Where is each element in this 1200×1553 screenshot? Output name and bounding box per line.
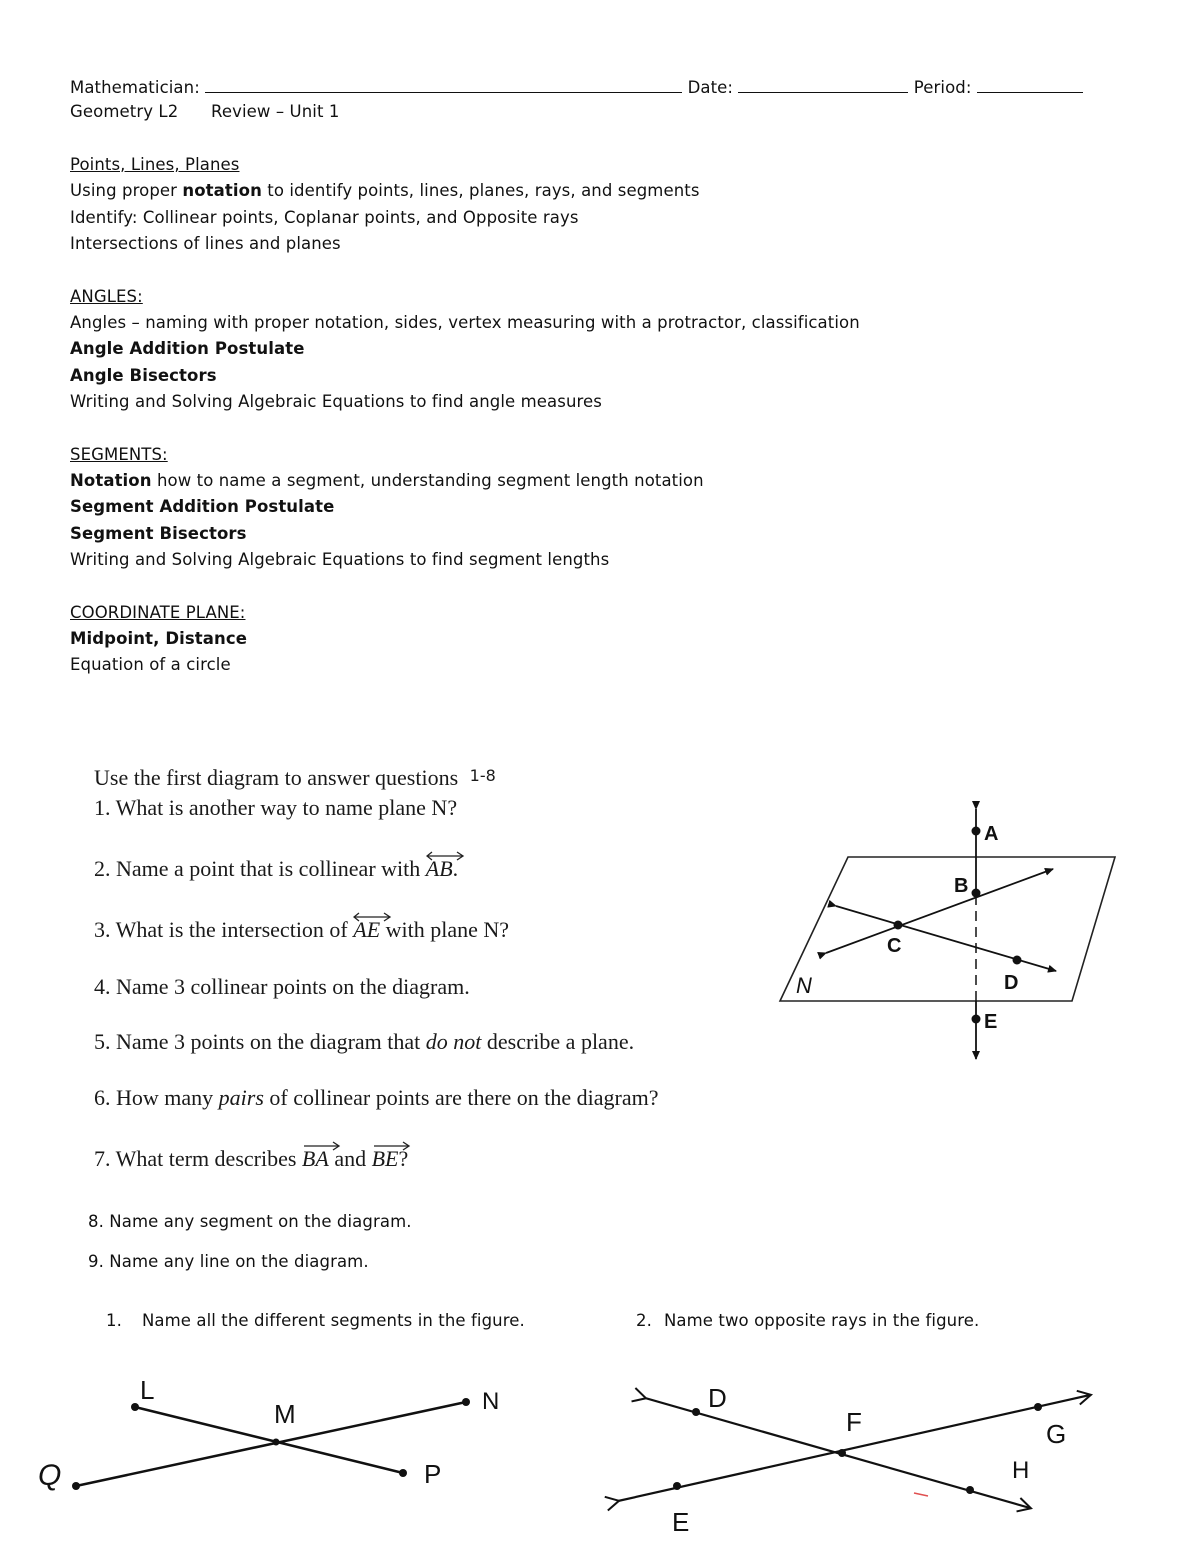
plane-diagram [770,795,1130,1070]
label-a: A [984,823,999,845]
segments-line4: Writing and Solving Algebraic Equations to find segment lengths [70,550,610,569]
label-n: N [482,1388,500,1415]
line-cd [836,906,1056,971]
point-h [966,1486,974,1494]
line-lp [135,1407,403,1473]
header-line [70,76,1083,97]
point-m [273,1439,280,1446]
segments-line2: Segment Addition Postulate [70,497,335,516]
coord-heading: COORDINATE PLANE: [70,603,246,622]
plp-line2: Identify: Collinear points, Coplanar points, and Opposite rays [70,208,579,227]
opposite-rays-figure [600,1365,1120,1550]
angles-line1: Angles – naming with proper notation, sides, vertex measuring with a protractor, classification [70,313,860,332]
label-g: G [1046,1419,1067,1449]
point-g [1034,1403,1042,1411]
red-mark [914,1493,928,1496]
questions-intro: Use the first diagram to answer questions 1-8 [94,765,496,790]
label-c: C [887,935,902,957]
point-a [972,827,981,836]
line-qn [76,1402,466,1486]
label-h: H [1012,1457,1030,1484]
label-e: E [672,1507,690,1537]
label-m: M [274,1399,296,1429]
point-p [399,1469,407,1477]
ray-be-notation: BE [372,1146,399,1172]
label-b: B [954,875,969,897]
point-q [72,1482,80,1490]
coord-line1: Midpoint, Distance [70,629,248,648]
segments-heading: SEGMENTS: [70,445,168,464]
segments-line3: Segment Bisectors [70,524,247,543]
point-b [972,889,981,898]
point-d [1013,956,1022,965]
point-f [838,1449,846,1457]
question-8: 8. Name any segment on the diagram. [88,1212,412,1231]
mathematician-label: Mathematician: [70,78,200,97]
question-4: 4. Name 3 collinear points on the diagram. [94,974,470,999]
label-l: L [140,1375,155,1405]
review-title: Review – Unit 1 [211,102,340,121]
coord-line2: Equation of a circle [70,655,231,674]
point-e [673,1482,681,1490]
ray-ba-notation: BA [302,1146,329,1172]
date-field[interactable] [738,76,908,93]
plp-line3: Intersections of lines and planes [70,234,341,253]
period-label: Period: [913,78,972,97]
label-d: D [1004,972,1019,994]
plane-n-parallelogram [780,857,1115,1001]
line-ae-notation: AE [353,917,380,943]
angles-line2: Angle Addition Postulate [70,339,305,358]
label-e: E [984,1011,998,1033]
question-7: 7. What term describes BA and BE? [94,1146,408,1172]
label-d: D [708,1383,727,1413]
line-cb [826,869,1053,953]
question-2: 2. Name a point that is collinear with AB. [94,856,458,882]
question-1: 1. What is another way to name plane N? [94,795,458,820]
plp-heading: Points, Lines, Planes [70,155,240,174]
question-5: 5. Name 3 points on the diagram that do not describe a plane. [94,1029,635,1054]
segments-figure [30,1365,550,1515]
label-p: P [424,1459,442,1489]
question-6: 6. How many pairs of collinear points are there on the diagram? [94,1085,659,1110]
point-d [692,1408,700,1416]
plp-line1: Using proper notation to identify points, lines, planes, rays, and segments [70,181,700,200]
line-ab-notation: AB [426,856,453,882]
course-line [70,102,339,121]
question-9: 9. Name any line on the diagram. [88,1252,369,1271]
problem-1: 1. Name all the different segments in the figure. [106,1311,525,1330]
label-plane-n: N [796,973,812,998]
angles-heading: ANGLES: [70,287,143,306]
point-c [894,921,903,930]
problem-2: 2. Name two opposite rays in the figure. [636,1311,980,1330]
angles-line3: Angle Bisectors [70,366,217,385]
question-3: 3. What is the intersection of AE with plane N? [94,917,509,943]
angles-line4: Writing and Solving Algebraic Equations to find angle measures [70,392,602,411]
period-field[interactable] [977,76,1083,93]
segments-line1: Notation how to name a segment, understanding segment length notation [70,471,704,490]
course-name: Geometry L2 [70,102,179,121]
point-l [131,1403,139,1411]
point-n [462,1398,470,1406]
label-f: F [846,1407,862,1437]
date-label: Date: [687,78,734,97]
label-q: Q [38,1459,62,1492]
point-e [972,1015,981,1024]
mathematician-field[interactable] [205,76,682,93]
